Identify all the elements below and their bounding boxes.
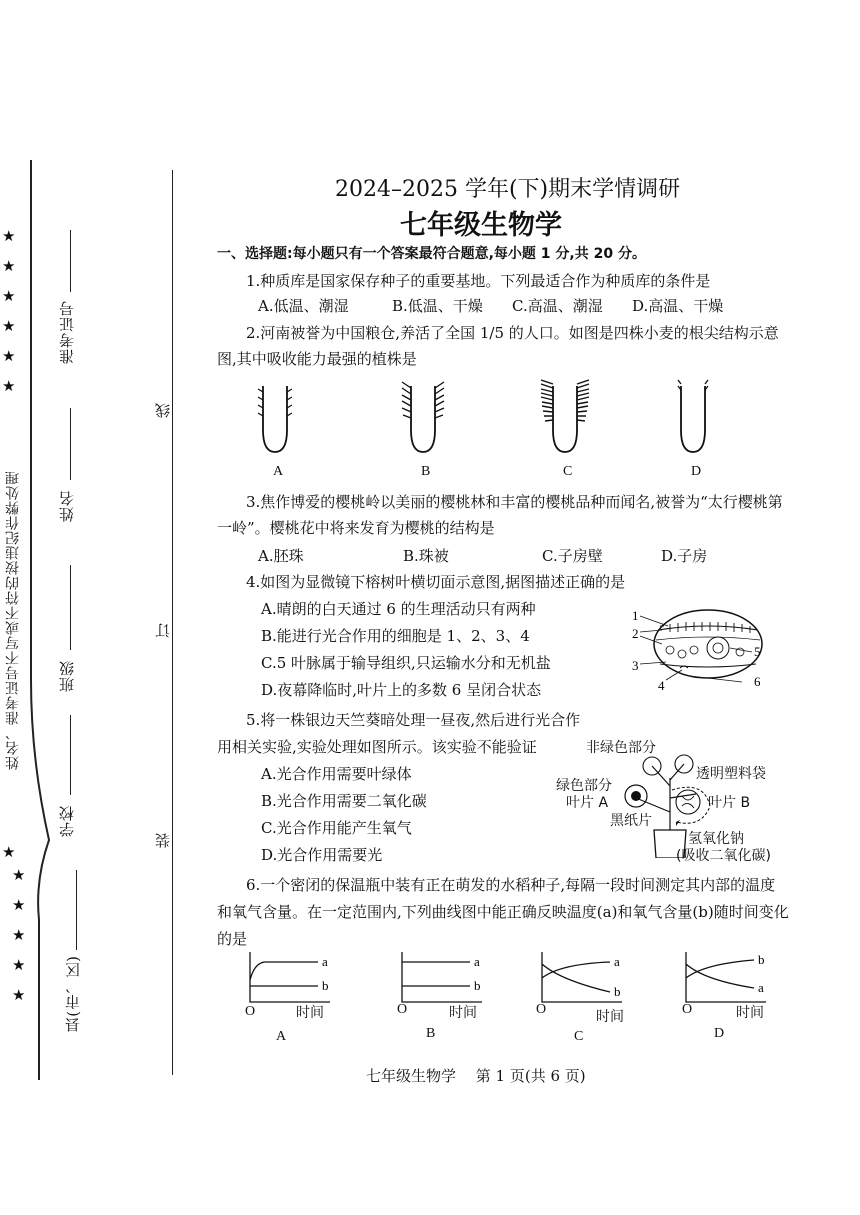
root-tip-figure	[255, 378, 715, 460]
q4-stem: 4.如图为显微镜下榕树叶横切面示意图,据图描述正确的是	[246, 573, 626, 591]
q1-stem: 1.种质库是国家保存种子的重要基地。下列最适合作为种质库的条件是	[246, 272, 711, 290]
binding-ding: 订	[154, 622, 172, 638]
star-icon: ★	[12, 926, 26, 944]
graph-c-origin: O	[536, 1002, 547, 1017]
q5-label-non-green: 非绿色部分	[586, 740, 656, 756]
warning-text: 姓名、准考证号不写或不符的按违纪作弊处理	[5, 470, 21, 770]
q2-label-b[interactable]: B	[421, 464, 431, 479]
exam-title: 2024–2025 学年(下)期末学情调研	[335, 177, 681, 202]
graph-b-curve-a: a	[474, 954, 480, 969]
binding-xian: 线	[154, 402, 172, 418]
root-tip-a	[258, 386, 292, 452]
root-tip-c	[541, 380, 589, 452]
star-icon: ★	[2, 317, 16, 335]
q2-label-a[interactable]: A	[273, 464, 284, 479]
graph-b-xlabel: 时间	[449, 1006, 477, 1021]
graph-label-a[interactable]: A	[276, 1029, 287, 1044]
graph-d-xlabel: 时间	[736, 1006, 764, 1021]
subject-title: 七年级生物学	[400, 210, 562, 241]
graph-a-xlabel: 时间	[296, 1006, 324, 1021]
q5-stem: 5.将一株银边天竺葵暗处理一昼夜,然后进行光合作	[246, 711, 581, 729]
q4-option-d[interactable]: D.夜幕降临时,叶片上的多数 6 呈闭合状态	[261, 681, 542, 699]
name-blank[interactable]	[70, 408, 71, 480]
q5-label-leaf-a: 叶片 A	[566, 795, 609, 811]
q5-label-absorb: (吸收二氧化碳)	[676, 848, 771, 864]
star-icon: ★	[2, 257, 16, 275]
q5-label-bag: 透明塑料袋	[696, 766, 766, 782]
star-icon: ★	[2, 287, 16, 305]
leaf-label-1: 1	[632, 608, 639, 623]
graph-label-c[interactable]: C	[574, 1029, 584, 1044]
graph-a-curve-a: a	[322, 954, 328, 969]
leaf-section-figure	[630, 604, 775, 696]
q4-option-a[interactable]: A.晴朗的白天通过 6 的生理活动只有两种	[261, 600, 536, 618]
class-blank[interactable]	[70, 565, 71, 650]
star-icon: ★	[12, 956, 26, 974]
q5-option-c[interactable]: C.光合作用能产生氧气	[261, 819, 412, 837]
leaf-label-3: 3	[632, 658, 639, 673]
graph-d-curve-b: b	[758, 952, 765, 967]
graph-c-xlabel: 时间	[596, 1010, 624, 1025]
school-label: 学校	[58, 805, 76, 837]
root-tip-b	[402, 382, 444, 452]
exam-no-label: 准考证号	[58, 300, 76, 364]
q1-option-a[interactable]: A.低温、潮湿	[258, 297, 349, 315]
graph-label-d[interactable]: D	[714, 1026, 725, 1041]
graph-b-curve-b: b	[474, 978, 481, 993]
q1-option-d[interactable]: D.高温、干燥	[632, 297, 724, 315]
county-blank[interactable]	[76, 870, 77, 950]
q5-stem-cont: 用相关实验,实验处理如图所示。该实验不能验证	[217, 738, 537, 756]
q2-label-d[interactable]: D	[691, 464, 702, 479]
graph-label-b[interactable]: B	[426, 1026, 436, 1041]
q5-label-green: 绿色部分	[556, 778, 612, 794]
q2-label-c[interactable]: C	[563, 464, 573, 479]
section-heading: 一、选择题:每小题只有一个答案最符合题意,每小题 1 分,共 20 分。	[217, 246, 646, 262]
q2-stem-cont: 图,其中吸收能力最强的植株是	[217, 350, 417, 368]
q5-option-d[interactable]: D.光合作用需要光	[261, 846, 383, 864]
q3-option-d[interactable]: D.子房	[661, 547, 708, 565]
q5-label-leaf-b: 叶片 B	[708, 795, 751, 811]
star-icon: ★	[12, 896, 26, 914]
q6-stem-cont: 和氧气含量。在一定范围内,下列曲线图中能正确反映温度(a)和氧气含量(b)随时间变化	[217, 903, 789, 921]
binding-zhuang: 装	[154, 832, 172, 848]
leaf-label-6: 6	[754, 674, 761, 689]
class-label: 班级	[58, 660, 76, 692]
q6-stem-end: 的是	[217, 930, 248, 948]
star-icon: ★	[2, 347, 16, 365]
q4-option-b[interactable]: B.能进行光合作用的细胞是 1、2、3、4	[261, 627, 530, 645]
exam-no-blank[interactable]	[70, 230, 71, 292]
graph-c-curve-a: a	[614, 954, 620, 969]
star-icon: ★	[2, 377, 16, 395]
q1-option-c[interactable]: C.高温、潮湿	[512, 297, 603, 315]
q6-stem: 6.一个密闭的保温瓶中装有正在萌发的水稻种子,每隔一段时间测定其内部的温度	[246, 876, 776, 894]
graph-c-curve-b: b	[614, 984, 621, 999]
graph-b-origin: O	[397, 1002, 408, 1017]
graph-d-curve-a: a	[758, 980, 764, 995]
graph-d-origin: O	[682, 1002, 693, 1017]
graph-a-origin: O	[245, 1004, 256, 1019]
q3-option-b[interactable]: B.珠被	[403, 547, 449, 565]
school-blank[interactable]	[70, 715, 71, 795]
q2-stem: 2.河南被誉为中国粮仓,养活了全国 1/5 的人口。如图是四株小麦的根尖结构示意	[246, 324, 779, 342]
binding-curve	[25, 160, 65, 1080]
graph-a-curve-b: b	[322, 978, 329, 993]
county-label: 县(市、区)	[64, 955, 82, 1033]
name-label: 姓名	[58, 490, 76, 522]
q3-option-c[interactable]: C.子房壁	[542, 547, 603, 565]
root-tip-d	[678, 380, 708, 452]
leaf-label-5: 5	[754, 644, 761, 659]
leaf-label-2: 2	[632, 626, 639, 641]
page-footer: 七年级生物学 第 1 页(共 6 页)	[366, 1067, 586, 1085]
q5-label-black: 黑纸片	[610, 813, 652, 829]
star-icon: ★	[12, 986, 26, 1004]
q3-stem-cont: 一岭”。樱桃花中将来发育为樱桃的结构是	[217, 519, 495, 537]
q5-option-b[interactable]: B.光合作用需要二氧化碳	[261, 792, 427, 810]
q5-label-naoh: 氢氧化钠	[688, 831, 744, 847]
q4-option-c[interactable]: C.5 叶脉属于输导组织,只运输水分和无机盐	[261, 654, 551, 672]
q3-stem: 3.焦作博爱的樱桃岭以美丽的樱桃林和丰富的樱桃品种而闻名,被誉为“太行樱桃第	[246, 493, 783, 511]
leaf-label-4: 4	[658, 678, 665, 693]
star-icon: ★	[2, 843, 16, 861]
q3-option-a[interactable]: A.胚珠	[258, 547, 304, 565]
q1-option-b[interactable]: B.低温、干燥	[392, 297, 483, 315]
q5-option-a[interactable]: A.光合作用需要叶绿体	[261, 765, 412, 783]
star-icon: ★	[12, 866, 26, 884]
star-icon: ★	[2, 227, 16, 245]
